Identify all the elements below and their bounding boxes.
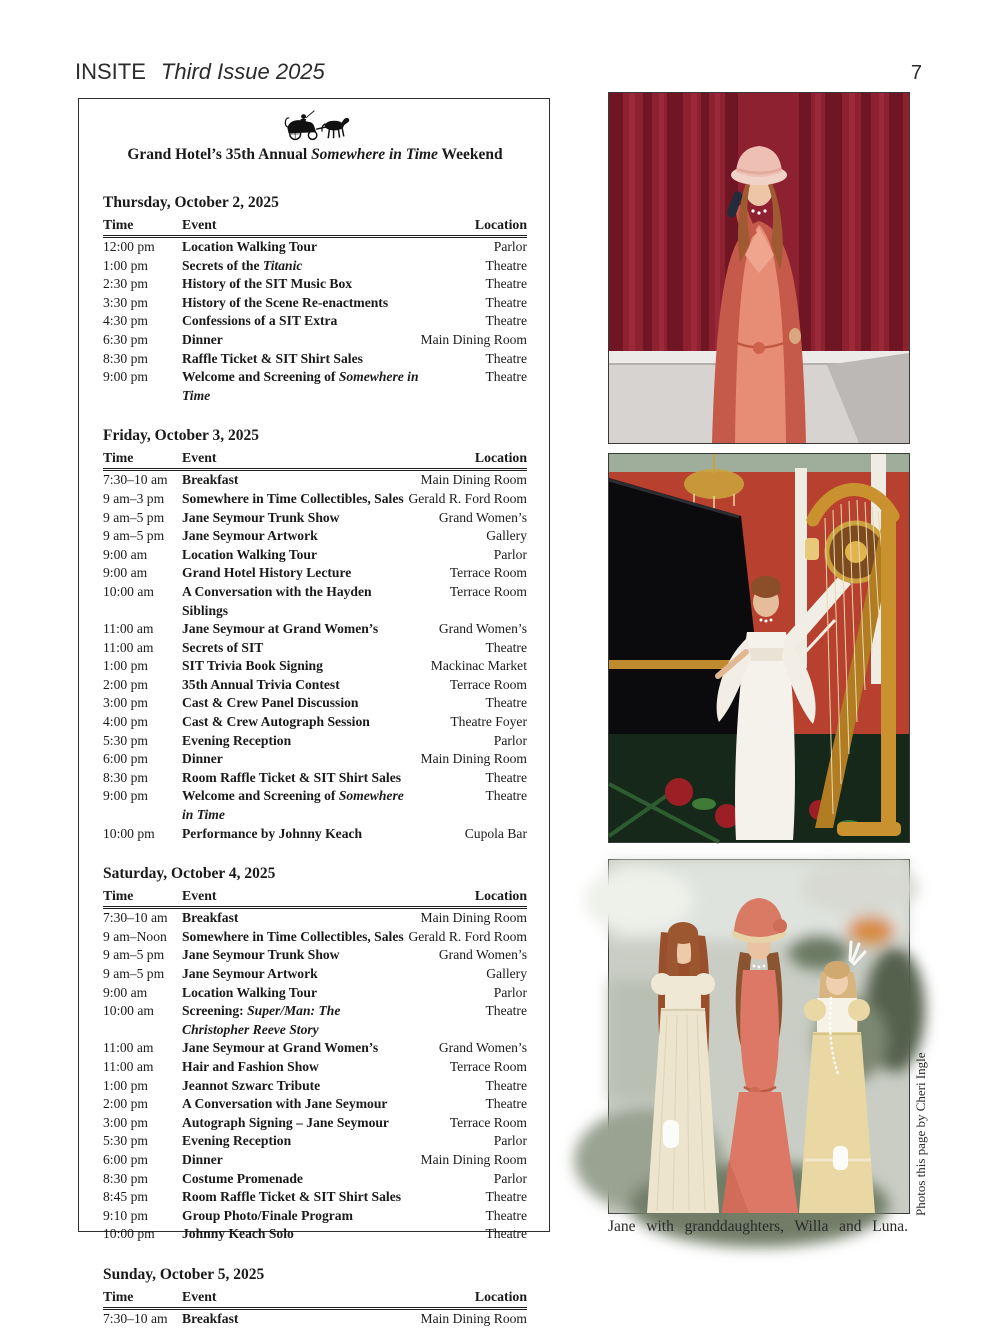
schedule-table [103, 449, 527, 843]
event-location: Grand Women’s [438, 621, 527, 637]
event-location: Theatre [485, 788, 527, 804]
event-time: 10:00 pm [103, 1226, 155, 1242]
event-location: Theatre [485, 294, 527, 310]
schedule-row [103, 583, 527, 620]
horse-carriage-icon [103, 110, 527, 142]
event-name: Grand Hotel History Lecture [182, 565, 352, 581]
event-location: Terrace Room [449, 565, 527, 581]
event-location: Theatre [485, 1226, 527, 1242]
event-time: 9:00 am [103, 565, 148, 581]
day-heading: Sunday, October 5, 2025 [103, 1265, 265, 1283]
masthead-left [75, 60, 325, 84]
photo-caption: Jane with granddaughters, Willa and Luna. [608, 1218, 908, 1235]
issue-label: Third Issue 2025 [160, 59, 325, 84]
schedule-row [103, 350, 527, 369]
event-time: 9 am–5 pm [103, 947, 165, 963]
event-time: 2:00 pm [103, 1096, 148, 1112]
schedule-row [103, 1002, 527, 1039]
schedule-row [103, 787, 527, 824]
event-location: Theatre [485, 639, 527, 655]
event-location: Grand Women’s [438, 509, 527, 525]
column-header-time: Time [103, 888, 134, 904]
program-box [78, 98, 550, 1326]
event-time: 9:00 pm [103, 369, 148, 385]
schedule-row [103, 1225, 527, 1244]
program-title: Grand Hotel’s 35th Annual Somewhere in Time Weekend [127, 146, 503, 163]
day-heading: Saturday, October 4, 2025 [103, 865, 276, 883]
event-location: Terrace Room [449, 1058, 527, 1074]
photo-credit: Photos this page by Cheri Ingle [913, 1052, 928, 1216]
photo-column [608, 92, 910, 1214]
event-time: 10:00 pm [103, 825, 155, 841]
schedule-header-row [103, 1288, 527, 1309]
event-location: Mackinac Market [430, 658, 527, 674]
event-name: 35th Annual Trivia Contest [182, 676, 340, 692]
event-time: 9:00 am [103, 984, 148, 1000]
event-time: 7:30–10 am [103, 1310, 168, 1326]
event-location: Parlor [493, 984, 527, 1000]
event-location: Gerald R. Ford Room [408, 490, 527, 506]
event-location: Gerald R. Ford Room [408, 928, 527, 944]
schedule-row [103, 1039, 527, 1058]
schedule-row [103, 639, 527, 658]
schedule-table [103, 887, 527, 1244]
event-name: SIT Trivia Book Signing [182, 658, 323, 674]
masthead-title: INSITE [75, 59, 146, 84]
schedule-header-row [103, 449, 527, 470]
schedule-row [103, 928, 527, 947]
event-name: Evening Reception [182, 1133, 292, 1149]
schedule-row [103, 676, 527, 695]
event-name: Evening Reception [182, 732, 292, 748]
schedule-header-row [103, 887, 527, 908]
event-location: Main Dining Room [420, 1151, 527, 1167]
schedule-row [103, 490, 527, 509]
event-name: Group Photo/Finale Program [182, 1207, 353, 1223]
schedule-row [103, 1114, 527, 1133]
event-time: 4:30 pm [103, 313, 148, 329]
event-location: Theatre Foyer [450, 714, 527, 730]
column-header-event: Event [182, 217, 217, 232]
event-location: Parlor [493, 239, 527, 254]
schedule-days [103, 193, 527, 1329]
event-location: Theatre [485, 313, 527, 329]
event-name: Location Walking Tour [182, 239, 317, 254]
event-time: 6:00 pm [103, 1151, 148, 1167]
column-header-event: Event [182, 888, 217, 904]
event-name: Dinner [182, 1151, 223, 1167]
event-time: 9 am–3 pm [103, 490, 165, 506]
event-name: Jane Seymour at Grand Women’s [182, 621, 379, 637]
event-name: Autograph Signing – Jane Seymour [182, 1114, 389, 1130]
event-name: Room Raffle Ticket & SIT Shirt Sales [182, 1189, 402, 1205]
event-name: Hair and Fashion Show [182, 1058, 319, 1074]
schedule-row [103, 1170, 527, 1189]
event-name: Costume Promenade [182, 1170, 303, 1186]
event-name: Dinner [182, 751, 223, 767]
event-time: 9 am–Noon [103, 928, 167, 944]
schedule-row [103, 657, 527, 676]
day-section [103, 426, 527, 843]
event-time: 3:30 pm [103, 294, 148, 310]
event-location: Theatre [485, 350, 527, 366]
event-location: Main Dining Room [420, 751, 527, 767]
event-time: 9:10 pm [103, 1207, 148, 1223]
event-location: Theatre [485, 1207, 527, 1223]
event-location: Parlor [493, 546, 527, 562]
schedule-row [103, 1151, 527, 1170]
column-header-event: Event [182, 1288, 217, 1304]
event-location: Theatre [485, 1003, 527, 1019]
event-name: Welcome and Screening of Somewhere in Time [182, 369, 419, 403]
column-header-time: Time [103, 450, 134, 466]
event-name: Jeannot Szwarc Tribute [182, 1077, 321, 1093]
event-location: Theatre [485, 1189, 527, 1205]
event-name: Room Raffle Ticket & SIT Shirt Sales [182, 769, 402, 785]
event-location: Gallery [486, 966, 527, 981]
day-section [103, 1265, 527, 1329]
event-name: Location Walking Tour [182, 984, 317, 1000]
photo-jane-granddaughters [608, 859, 910, 1214]
event-location: Theatre [485, 1096, 527, 1112]
event-time: 10:00 am [103, 583, 154, 599]
event-name: History of the SIT Music Box [182, 276, 353, 292]
event-location: Main Dining Room [420, 472, 527, 488]
event-name: Jane Seymour Artwork [182, 528, 318, 544]
event-location: Theatre [485, 369, 527, 385]
event-name: Breakfast [182, 1310, 239, 1326]
event-location: Parlor [493, 1133, 527, 1149]
schedule-row [103, 984, 527, 1003]
event-time: 2:00 pm [103, 676, 148, 692]
schedule-table [103, 216, 527, 405]
event-name: Secrets of SIT [182, 639, 264, 655]
schedule-row [103, 1095, 527, 1114]
schedule-row [103, 620, 527, 639]
event-name: Breakfast [182, 472, 239, 488]
event-time: 8:45 pm [103, 1189, 148, 1205]
event-name: Breakfast [182, 910, 239, 926]
photo-jane-stage [608, 92, 910, 444]
event-location: Terrace Room [449, 676, 527, 692]
schedule-row [103, 946, 527, 965]
column-header-location: Location [474, 217, 527, 232]
event-name: Location Walking Tour [182, 546, 317, 562]
event-location: Parlor [493, 732, 527, 748]
event-location: Gallery [486, 528, 527, 544]
event-time: 1:00 pm [103, 1077, 148, 1093]
event-location: Main Dining Room [420, 331, 527, 347]
schedule-row [103, 509, 527, 528]
event-time: 5:30 pm [103, 732, 148, 748]
event-location: Terrace Room [449, 1114, 527, 1130]
schedule-row [103, 732, 527, 751]
schedule-row [103, 769, 527, 788]
masthead [75, 60, 922, 85]
schedule-row [103, 1308, 527, 1328]
event-name: Johnny Keach Solo [182, 1226, 294, 1242]
event-location: Main Dining Room [420, 1310, 527, 1326]
photo-jane-harp [608, 453, 910, 843]
event-name: Dinner [182, 331, 223, 347]
schedule-row [103, 257, 527, 276]
event-time: 7:30–10 am [103, 472, 168, 488]
schedule-row [103, 312, 527, 331]
event-location: Grand Women’s [438, 1040, 527, 1056]
event-time: 11:00 am [103, 639, 154, 655]
event-name: Cast & Crew Autograph Session [182, 714, 370, 730]
schedule-table [103, 1288, 527, 1329]
event-time: 9:00 pm [103, 788, 148, 804]
schedule-row [103, 965, 527, 984]
day-heading: Thursday, October 2, 2025 [103, 194, 279, 211]
event-time: 4:00 pm [103, 714, 148, 730]
schedule-row [103, 825, 527, 844]
event-location: Theatre [485, 769, 527, 785]
column-header-time: Time [103, 1288, 134, 1304]
column-header-location: Location [474, 1288, 527, 1304]
event-name: Jane Seymour Trunk Show [182, 509, 340, 525]
event-location: Main Dining Room [420, 910, 527, 926]
event-time: 8:30 pm [103, 350, 148, 366]
event-location: Theatre [485, 276, 527, 292]
event-name: Jane Seymour at Grand Women’s [182, 1040, 379, 1056]
event-name: A Conversation with Jane Seymour [182, 1096, 388, 1112]
day-section [103, 864, 527, 1244]
event-time: 6:00 pm [103, 751, 148, 767]
event-name: Somewhere in Time Collectibles, Sales [182, 490, 404, 506]
schedule-row [103, 294, 527, 313]
schedule-row [103, 1188, 527, 1207]
event-time: 10:00 am [103, 1003, 154, 1019]
column-header-time: Time [103, 217, 134, 232]
event-location: Parlor [493, 1170, 527, 1186]
event-name: History of the Scene Re-enactments [182, 294, 389, 310]
event-name: Raffle Ticket & SIT Shirt Sales [182, 350, 363, 366]
event-time: 1:00 pm [103, 257, 148, 273]
event-time: 2:30 pm [103, 276, 148, 292]
event-name: Cast & Crew Panel Discussion [182, 695, 359, 711]
event-name: A Conversation with the Hayden Siblings [182, 583, 372, 618]
schedule-row [103, 368, 527, 405]
event-time: 11:00 am [103, 1040, 154, 1056]
schedule-row [103, 908, 527, 928]
event-location: Terrace Room [449, 583, 527, 599]
schedule-row [103, 275, 527, 294]
schedule-row [103, 694, 527, 713]
schedule-row [103, 564, 527, 583]
schedule-row [103, 1207, 527, 1226]
event-time: 12:00 pm [103, 239, 155, 254]
event-name: Welcome and Screening of Somewhere in Time [182, 788, 404, 823]
event-location: Cupola Bar [464, 825, 527, 841]
event-time: 11:00 am [103, 621, 154, 637]
event-time: 3:00 pm [103, 695, 148, 711]
event-time: 8:30 pm [103, 769, 148, 785]
event-time: 9 am–5 pm [103, 528, 165, 544]
event-name: Secrets of the Titanic [182, 257, 303, 273]
event-name: Jane Seymour Trunk Show [182, 947, 340, 963]
schedule-row [103, 1077, 527, 1096]
event-time: 8:30 pm [103, 1170, 148, 1186]
schedule-row [103, 331, 527, 350]
schedule-row [103, 750, 527, 769]
schedule-row [103, 237, 527, 257]
column-header-event: Event [182, 450, 217, 466]
event-time: 9 am–5 pm [103, 509, 165, 525]
event-location: Theatre [485, 1077, 527, 1093]
event-location: Theatre [485, 257, 527, 273]
event-name: Performance by Johnny Keach [182, 825, 363, 841]
event-location: Grand Women’s [438, 947, 527, 963]
day-section [103, 193, 527, 405]
schedule-header-row [103, 216, 527, 237]
event-time: 9:00 am [103, 546, 148, 562]
page-number: 7 [910, 62, 922, 84]
event-name: Confessions of a SIT Extra [182, 313, 338, 329]
schedule-row [103, 1132, 527, 1151]
schedule-row [103, 713, 527, 732]
column-header-location: Location [474, 888, 527, 904]
event-name: Screening: Super/Man: The Christopher Reeve Story [182, 1003, 341, 1037]
event-name: Jane Seymour Artwork [182, 966, 318, 981]
event-name: Somewhere in Time Collectibles, Sales [182, 928, 404, 944]
event-time: 3:00 pm [103, 1114, 148, 1130]
schedule-row [103, 1058, 527, 1077]
day-heading: Friday, October 3, 2025 [103, 427, 259, 445]
event-time: 11:00 am [103, 1058, 154, 1074]
column-header-location: Location [474, 450, 527, 466]
event-time: 6:30 pm [103, 331, 148, 347]
event-time: 1:00 pm [103, 658, 148, 674]
event-time: 7:30–10 am [103, 910, 168, 926]
schedule-row [103, 546, 527, 565]
event-time: 9 am–5 pm [103, 966, 165, 981]
event-time: 5:30 pm [103, 1133, 148, 1149]
event-location: Theatre [485, 695, 527, 711]
schedule-row [103, 470, 527, 490]
schedule-row [103, 527, 527, 546]
